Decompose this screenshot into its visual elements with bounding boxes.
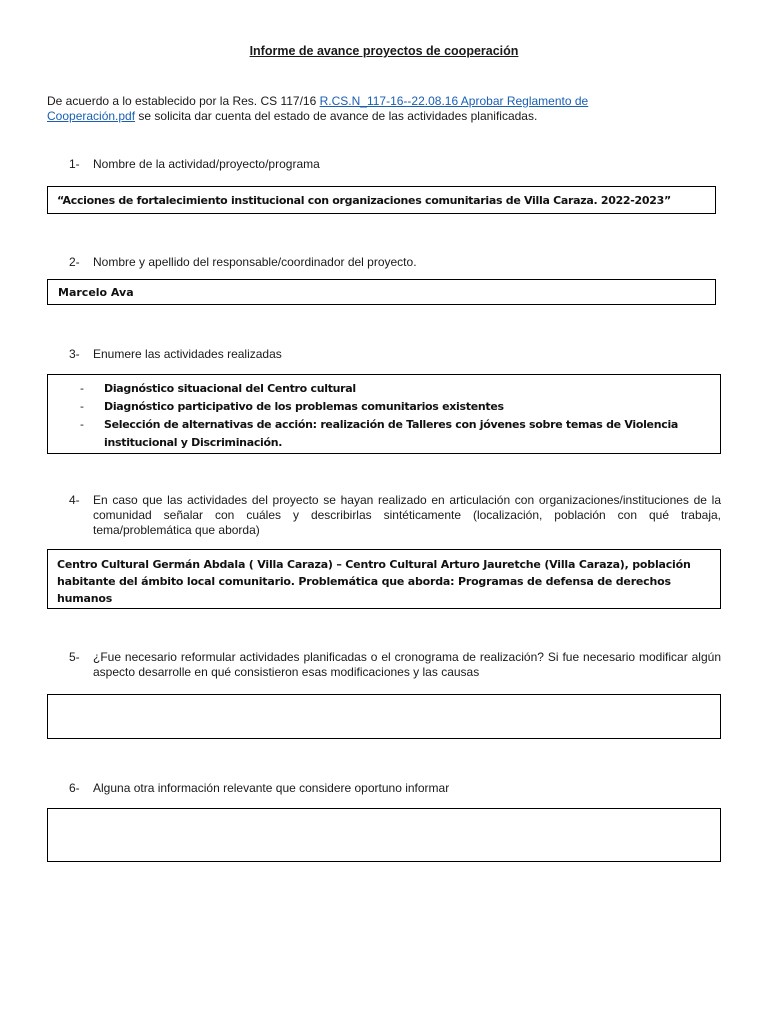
regulation-link[interactable]: R.CS.N_117-16--22.08.16 Aprobar Reglamento de Cooperación.pdf: [47, 94, 589, 123]
question-text: Alguna otra información relevante que considere oportuno informar: [93, 781, 450, 795]
answer-text: “Acciones de fortalecimiento institucional con organizaciones comunitarias de Villa Caraza. 2022-2023”: [57, 194, 671, 207]
answer-text: Marcelo Ava: [58, 286, 134, 299]
activity-text: Diagnóstico situacional del Centro cultural: [104, 382, 356, 395]
document-title: Informe de avance proyectos de cooperación: [249, 44, 519, 58]
question-1: [69, 157, 721, 172]
answer-box-4[interactable]: [47, 549, 721, 609]
question-text: Enumere las actividades realizadas: [93, 347, 282, 361]
list-item: [48, 416, 710, 452]
list-item: [48, 380, 710, 398]
question-number: 6-: [69, 781, 80, 795]
intro-text-before: De acuerdo a lo establecido por la Res. CS 117/16: [47, 94, 320, 108]
question-5: [69, 650, 721, 680]
activities-list: [48, 380, 710, 452]
intro-paragraph: [47, 94, 647, 124]
activity-text: Selección de alternativas de acción: realización de Talleres con jóvenes sobre temas de Violencia institucional y Discriminación.: [104, 418, 679, 449]
answer-box-3[interactable]: [47, 374, 721, 454]
answer-box-2[interactable]: [47, 279, 716, 305]
question-text: Nombre de la actividad/proyecto/programa: [93, 157, 320, 171]
question-text: Nombre y apellido del responsable/coordinador del proyecto.: [93, 255, 417, 269]
answer-box-6[interactable]: [47, 808, 721, 862]
question-number: 4-: [69, 493, 80, 507]
question-6: [69, 781, 721, 796]
answer-text: Centro Cultural Germán Abdala ( Villa Caraza) – Centro Cultural Arturo Jauretche (Villa Caraza), población habitante del ámbito local comunitario. Problemática que aborda: Programas de defensa de derechos humanos: [57, 558, 691, 605]
question-4: [69, 493, 721, 538]
list-item: [48, 398, 710, 416]
intro-text-after: se solicita dar cuenta del estado de avance de las actividades planificadas.: [135, 109, 538, 123]
answer-box-1[interactable]: [47, 186, 716, 214]
answer-box-5[interactable]: [47, 694, 721, 739]
question-text: ¿Fue necesario reformular actividades planificadas o el cronograma de realización? Si fue necesario modificar algún aspecto desarrolle en qué consistieron esas modificaciones y las causas: [93, 650, 721, 679]
activity-text: Diagnóstico participativo de los problemas comunitarios existentes: [104, 400, 504, 413]
question-number: 3-: [69, 347, 80, 361]
question-number: 2-: [69, 255, 80, 269]
list-dash: -: [80, 382, 84, 395]
question-3: [69, 347, 721, 362]
question-number: 5-: [69, 650, 80, 664]
question-text: En caso que las actividades del proyecto se hayan realizado en articulación con organizaciones/instituciones de la comunidad señalar con cuáles y describirlas sintéticamente (localización, población con qué trabaja, tema/problemática que aborda): [93, 493, 721, 537]
list-dash: -: [80, 400, 84, 413]
question-2: [69, 255, 721, 270]
question-number: 1-: [69, 157, 80, 171]
list-dash: -: [80, 418, 84, 431]
